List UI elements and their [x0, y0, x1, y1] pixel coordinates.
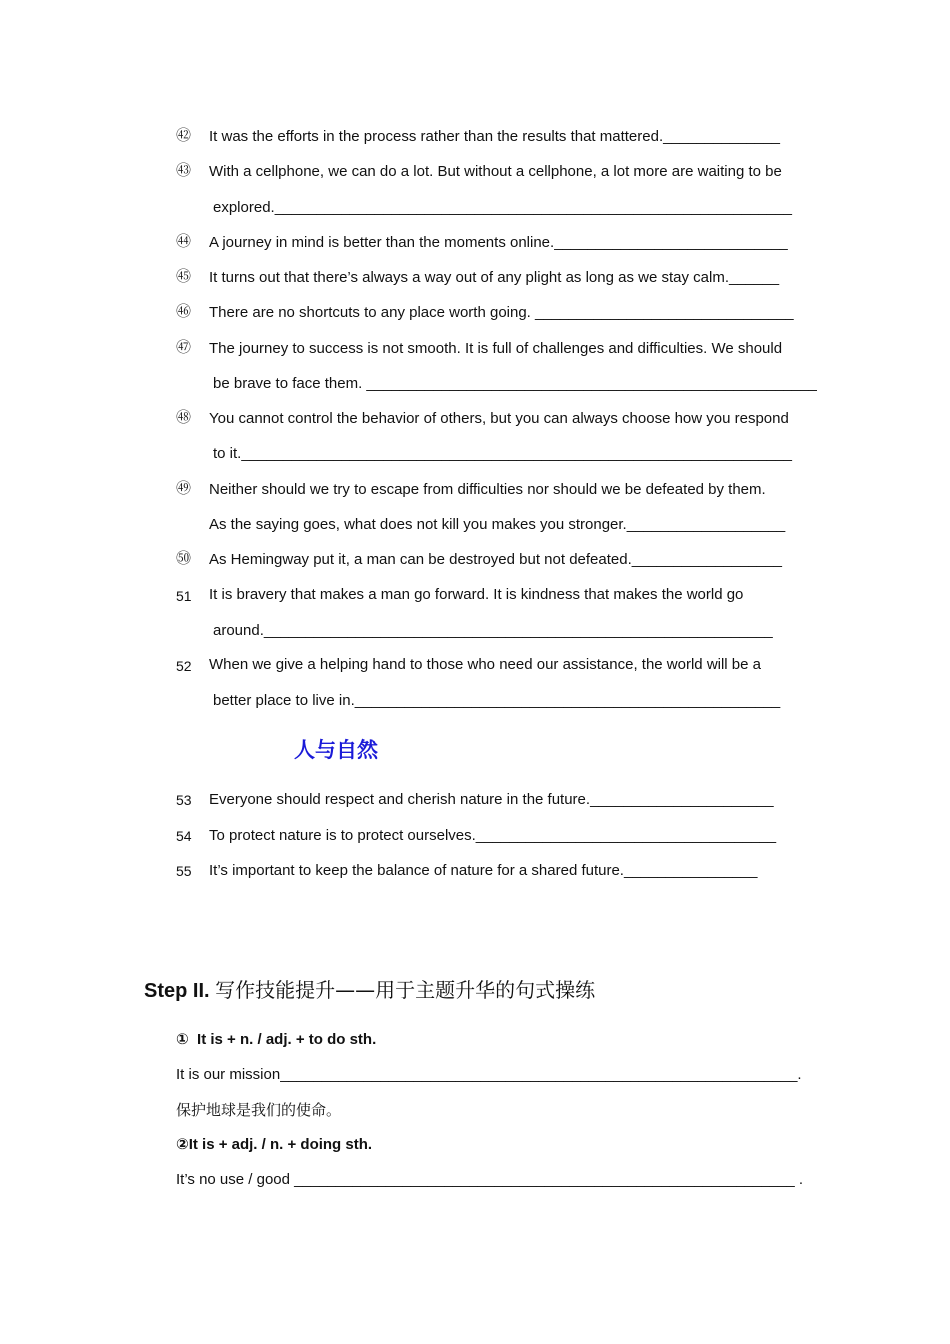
item-text: Neither should we try to escape from difficulties nor should we be defeated by them. [209, 481, 766, 498]
pattern-example: It is our mission______________________________________________________________. [176, 1066, 802, 1083]
item-text: As Hemingway put it, a man can be destroyed but not defeated.__________________ [209, 551, 782, 568]
item-number: 52 [176, 658, 192, 674]
item-text: Everyone should respect and cherish nature in the future.______________________ [209, 791, 774, 808]
item-text: When we give a helping hand to those who need our assistance, the world will be a [209, 656, 762, 673]
step-label: Step II. [144, 980, 210, 1002]
item-text-continued: be brave to face them. ______________________________________________________ [213, 375, 817, 392]
item-text-continued: around._____________________________________________________________ [213, 622, 773, 639]
item-number: ㊿ [176, 550, 192, 567]
pattern-heading [176, 1030, 376, 1050]
pattern-marker: ① [176, 1031, 189, 1048]
pattern-heading [176, 1135, 372, 1155]
item-number: ㊺ [176, 268, 192, 285]
item-number: ㊸ [176, 162, 192, 179]
item-number: ㊾ [176, 480, 192, 497]
item-text-continued: explored.______________________________________________________________ [213, 199, 792, 216]
pattern-formula: It is + n. / adj. + to do sth. [197, 1031, 377, 1048]
pattern-formula: It is + adj. / n. + doing sth. [188, 1136, 373, 1153]
item-text-continued: to it.__________________________________________________________________ [213, 445, 792, 462]
item-text: A journey in mind is better than the moments online.____________________________ [209, 234, 788, 251]
item-number: 53 [176, 792, 192, 808]
item-text: To protect nature is to protect ourselves.____________________________________ [209, 827, 777, 844]
item-text: There are no shortcuts to any place worth going. _______________________________ [209, 304, 794, 321]
pattern-translation: 保护地球是我们的使命。 [176, 1101, 342, 1119]
item-text: It was the efforts in the process rather than the results that mattered.______________ [209, 128, 780, 145]
step-heading [144, 977, 595, 1004]
item-text: The journey to success is not smooth. It is full of challenges and difficulties. We should [209, 340, 783, 357]
item-text-continued: better place to live in.___________________________________________________ [213, 692, 781, 709]
step-title: 写作技能提升——用于主题升华的句式操练 [215, 978, 596, 1002]
item-number: 55 [176, 863, 192, 879]
item-text: With a cellphone, we can do a lot. But without a cellphone, a lot more are waiting to be [209, 163, 782, 180]
item-text: It is bravery that makes a man go forward. It is kindness that makes the world go [209, 586, 744, 603]
item-number: ㊷ [176, 127, 192, 144]
item-number: ㊻ [176, 303, 192, 320]
item-number: 51 [176, 588, 192, 604]
item-number: ㊹ [176, 233, 192, 250]
item-number: 54 [176, 828, 192, 844]
item-text: It’s important to keep the balance of nature for a shared future.________________ [209, 862, 758, 879]
item-number: ㊽ [176, 409, 192, 426]
item-number: ㊼ [176, 339, 192, 356]
pattern-marker: ② [176, 1136, 189, 1153]
item-text: It turns out that there’s always a way out of any plight as long as we stay calm.______ [209, 269, 780, 286]
item-text: You cannot control the behavior of others, but you can always choose how you respond [209, 410, 789, 427]
pattern-example: It’s no use / good ____________________________________________________________ . [176, 1171, 804, 1188]
item-text-continued: As the saying goes, what does not kill you makes you stronger.___________________ [209, 516, 786, 533]
section-heading-nature: 人与自然 [294, 738, 378, 762]
